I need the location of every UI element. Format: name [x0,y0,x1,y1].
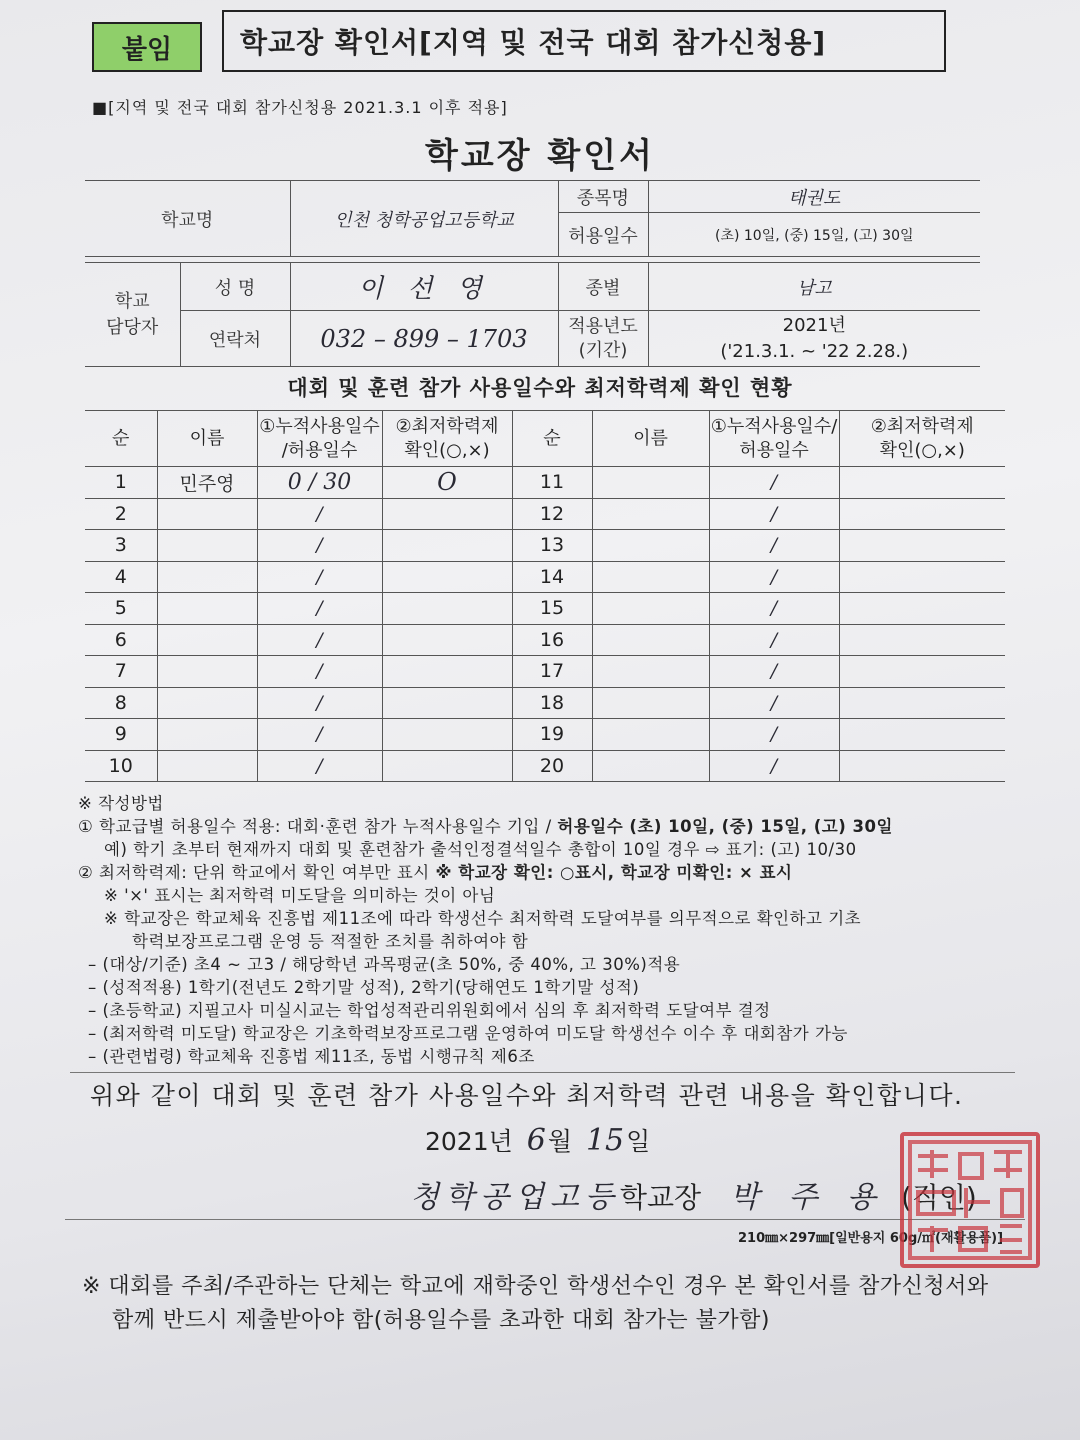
row-check [839,687,1005,719]
note-text: ① 학교급별 허용일수 적용: 대회·훈련 참가 누적사용일수 기입 / [78,817,558,836]
row-seq: 18 [512,687,592,719]
row-seq: 13 [512,530,592,562]
row-name: 민주영 [157,467,257,499]
row-days: / [709,530,839,562]
row-check [839,498,1005,530]
info-table [85,180,980,367]
row-name [157,624,257,656]
row-days: / [709,467,839,499]
row-seq: 8 [85,687,157,719]
header-check: ②최저학력제 확인(○,×) [382,411,512,467]
page-title: 학교장 확인서 [425,136,655,176]
section-title: 대회 및 훈련 참가 사용일수와 최저학력제 확인 현황 [287,376,793,400]
row-check [382,687,512,719]
row-days: / [709,624,839,656]
manager-label: 학교 담당자 [85,263,180,367]
note-line: – (대상/기준) 초4 ~ 고3 / 해당학년 과목평균(초 50%, 중 40%, 고 30%)적용 [88,955,681,974]
row-name [592,467,709,499]
row-seq: 20 [512,750,592,782]
row-name [592,624,709,656]
note-line: 예) 학기 초부터 현재까지 대회 및 훈련참가 출석인정결석일수 총합이 10일 경우 ⇨ 표기: (고) 10/30 [104,840,857,859]
footer-line: ※ 대회를 주최/주관하는 단체는 학교에 재학중인 학생선수인 경우 본 확인서를 참가신청서와 [82,1274,989,1299]
row-seq: 15 [512,593,592,625]
note-text-bold: ※ 학교장 확인: ○표시, 학교장 미확인: × 표시 [435,863,793,882]
row-seq: 12 [512,498,592,530]
paper-spec: 210㎜×297㎜[일반용지 60g/㎡(재활용품)] [738,1231,1004,1246]
row-name [592,719,709,751]
row-name [157,530,257,562]
note-line [78,861,1013,884]
note-line: – (초등학교) 지필고사 미실시교는 학업성적관리위원회에서 심의 후 최저학력 도달여부 결정 [88,1001,771,1020]
period-value: ('21.3.1. ~ '22 2.28.) [720,340,909,362]
instructions [78,792,1013,1068]
usage-table [85,410,1005,782]
row-check [839,656,1005,688]
school-handwritten: 청학공업고등 [410,1180,620,1215]
footer-notice [82,1270,1012,1338]
row-seq: 4 [85,561,157,593]
row-name [157,656,257,688]
row-days: / [709,593,839,625]
row-name [592,530,709,562]
row-days: / [709,656,839,688]
type-value: 남고 [648,263,980,311]
notes-heading: ※ 작성방법 [78,794,164,813]
manager-name: 이 선 영 [290,263,558,311]
table-row [85,561,1005,593]
header-seq-2: 순 [512,411,592,467]
official-seal-stamp [900,1132,1040,1268]
seal-pattern-icon [904,1136,1036,1264]
contact-value: 032 – 899 – 1703 [290,311,558,367]
row-check [839,530,1005,562]
row-name [592,498,709,530]
row-check [839,593,1005,625]
date-year: 2021년 [425,1127,513,1156]
type-label: 종별 [558,263,648,311]
row-name [157,561,257,593]
principal-title: 학교장 [619,1181,702,1214]
row-days: / [709,719,839,751]
row-seq: 5 [85,593,157,625]
row-seq: 2 [85,498,157,530]
row-seq: 19 [512,719,592,751]
row-days: / [709,750,839,782]
note-text-bold: 허용일수 (초) 10일, (중) 15일, (고) 30일 [557,817,893,836]
note-line: – (최저학력 미도달) 학교장은 기초학력보장프로그램 운영하여 미도달 학생선수 이수 후 대회참가 가능 [88,1024,848,1043]
table-row [85,656,1005,688]
row-seq: 10 [85,750,157,782]
confirmation-text: 위와 같이 대회 및 훈련 참가 사용일수와 최저학력 관련 내용을 확인합니다. [90,1081,964,1110]
row-days: / [257,593,382,625]
table-row [85,624,1005,656]
row-days: / [257,687,382,719]
divider [65,1219,1025,1220]
row-check [839,624,1005,656]
note-line: ※ '×' 표시는 최저학력 미도달을 의미하는 것이 아님 [104,886,496,905]
row-seq: 11 [512,467,592,499]
date-month: 6 [526,1123,546,1158]
table-row [85,750,1005,782]
signature-line [410,1172,977,1216]
row-days: / [257,750,382,782]
row-check [382,624,512,656]
row-check [839,561,1005,593]
row-name [592,687,709,719]
row-check [382,561,512,593]
table-row [85,687,1005,719]
note-line: ※ 학교장은 학교체육 진흥법 제11조에 따라 학생선수 최저학력 도달여부를 의무적으로 확인하고 기초 [104,909,862,928]
row-days: / [257,624,382,656]
year-value: 2021년 [782,314,846,336]
sport-value: 태권도 [648,181,980,213]
row-name [592,593,709,625]
note-line [78,815,1013,838]
row-name [157,719,257,751]
row-check [839,467,1005,499]
row-days: / [257,561,382,593]
row-days: / [709,561,839,593]
school-value: 인천 청학공업고등학교 [290,181,558,257]
row-days: / [257,656,382,688]
header-title: 학교장 확인서[지역 및 전국 대회 참가신청용] [222,10,946,72]
row-days: / [257,530,382,562]
header-days-2: ①누적사용일수/ 허용일수 [709,411,839,467]
date-day-unit: 일 [626,1127,651,1156]
row-days: / [257,498,382,530]
row-seq: 16 [512,624,592,656]
table-row [85,530,1005,562]
row-seq: 1 [85,467,157,499]
header-name-2: 이름 [592,411,709,467]
row-name [157,498,257,530]
row-check [382,530,512,562]
note-line: 학력보장프로그램 운영 등 적절한 조치를 취하여야 함 [132,932,529,951]
footer-line: 함께 반드시 제출받아야 함(허용일수를 초과한 대회 참가는 불가함) [112,1308,770,1333]
contact-label: 연락처 [180,311,290,367]
row-days: / [257,719,382,751]
row-check [382,719,512,751]
row-seq: 3 [85,530,157,562]
allowed-days-label: 허용일수 [558,213,648,257]
school-label: 학교명 [85,181,290,257]
row-seq: 17 [512,656,592,688]
row-seq: 9 [85,719,157,751]
table-row [85,719,1005,751]
row-check [839,719,1005,751]
row-check [382,750,512,782]
row-seq: 14 [512,561,592,593]
divider [70,1072,1015,1073]
row-days: 0 / 30 [257,467,382,499]
row-days: / [709,687,839,719]
note-line: – (관련법령) 학교체육 진흥법 제11조, 동법 시행규칙 제6조 [88,1047,535,1066]
attachment-badge: 붙임 [92,22,202,72]
row-name [592,656,709,688]
principal-name: 박 주 용 [729,1180,886,1215]
row-check [382,593,512,625]
table-row [85,498,1005,530]
row-name [592,561,709,593]
sport-label: 종목명 [558,181,648,213]
header-check-2: ②최저학력제 확인(○,×) [839,411,1005,467]
date-day: 15 [585,1123,625,1158]
row-days: / [709,498,839,530]
seal-label: (직인) [900,1181,977,1214]
year-cell [648,311,980,367]
row-seq: 6 [85,624,157,656]
row-check [382,656,512,688]
name-label: 성 명 [180,263,290,311]
allowed-days-value: (초) 10일, (중) 15일, (고) 30일 [648,213,980,257]
row-name [157,593,257,625]
date-month-unit: 월 [547,1127,572,1156]
table-row [85,467,1005,499]
applicability-note: ■[지역 및 전국 대회 참가신청용 2021.3.1 이후 적용] [92,98,508,117]
row-name [157,750,257,782]
row-name [592,750,709,782]
header-name: 이름 [157,411,257,467]
header-days: ①누적사용일수 /허용일수 [257,411,382,467]
note-line: – (성적적용) 1학기(전년도 2학기말 성적), 2학기(당해연도 1학기말 성적) [88,978,640,997]
issue-date [425,1122,650,1158]
row-seq: 7 [85,656,157,688]
row-check: O [382,467,512,499]
header-seq: 순 [85,411,157,467]
table-row [85,593,1005,625]
row-name [157,687,257,719]
note-text: ② 최저학력제: 단위 학교에서 확인 여부만 표시 [78,863,436,882]
row-check [382,498,512,530]
year-label: 적용년도 (기간) [558,311,648,367]
row-check [839,750,1005,782]
